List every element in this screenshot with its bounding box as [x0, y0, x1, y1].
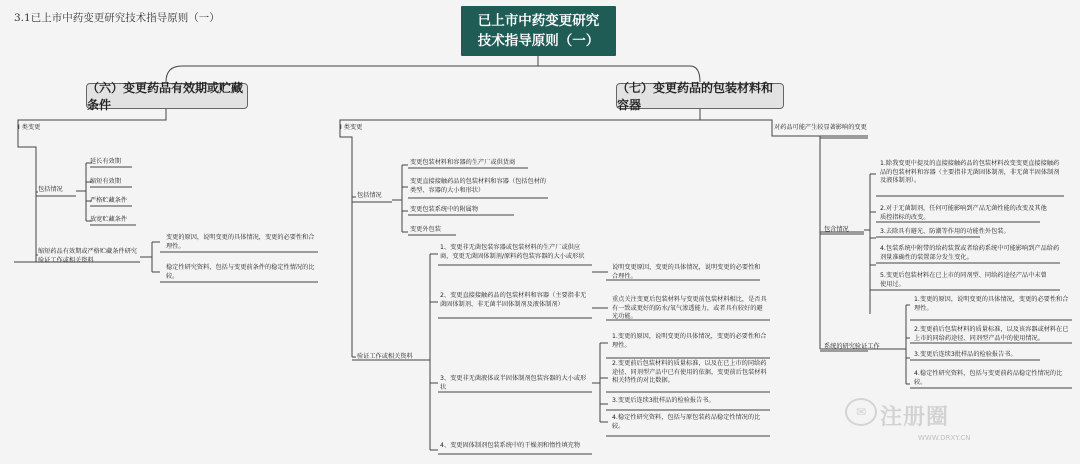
v3-item[interactable]: 2.变更前后包装材料的质量标准，以及在已上市的同给药途径、同剂型产品中已有使用的依据，变更前后包装材料相关特性的对比数据。	[612, 360, 767, 385]
root-node[interactable]	[461, 6, 616, 56]
right-category[interactable]: I 类变更	[340, 124, 363, 131]
right-include-item[interactable]: 变更包装系统中的附属物	[410, 206, 479, 213]
left-validation-item[interactable]: 变更的原因，说明变更的具体情况，变更的必要性和合理性。	[166, 234, 315, 250]
right-include-item[interactable]: 变更外包装	[410, 226, 441, 233]
impact-include-item[interactable]: 5.变更后包装材料在已上市的同剂型、同给药途径产品中未曾使用过。	[880, 272, 1047, 288]
left-include-item[interactable]: 放宽贮藏条件	[90, 216, 128, 223]
v2-label[interactable]: 2、变更直接接触药品的包装材料和容器（主要指非无菌固体制剂、非无菌半固体制剂及液体制剂）	[440, 292, 587, 308]
v3-item[interactable]: 1.变更的原因，说明变更的具体情况，变更的必要性和合理性。	[612, 333, 767, 349]
impact-validation-item[interactable]: 1.变更的原因，说明变更的具体情况，变更的必要性和合理性。	[914, 296, 1069, 312]
left-include-item[interactable]: 严格贮藏条件	[90, 197, 128, 204]
v3-label[interactable]: 3、变更非无菌液体或半固体制剂包装容器的大小或形状	[440, 375, 587, 391]
impact-validation-item[interactable]: 2.变更前后包装材料的质量标准，以及该容器或材料在已上市的同给药途径、同剂型产品中的使用情况。	[914, 326, 1069, 342]
left-include-item[interactable]: 缩短有效期	[90, 178, 121, 185]
impact-validation-item[interactable]: 4.稳定性研究资料，包括与变更前药品稳定性情况的比较。	[914, 370, 1063, 386]
branch-shelf-life[interactable]: （六）变更药品有效期或贮藏条件	[86, 83, 248, 109]
left-include-item[interactable]: 延长有效期	[90, 158, 121, 165]
impact-validation-label[interactable]: 系统的研究验证工作	[824, 343, 880, 350]
right-include-item[interactable]: 变更包装材料和容器的生产厂或供货商	[410, 159, 516, 166]
left-includes-label[interactable]: 包括情况	[38, 186, 63, 193]
page-title: 3.1已上市中药变更研究技术指导原则（一）	[14, 12, 220, 24]
v3-item[interactable]: 3.变更后连续3批样品的检验报告书。	[612, 397, 715, 404]
v1-label[interactable]: 1、变更非无菌包装容器或包装材料的生产厂或供应商，变更无菌固体制剂/原料药包装容器的大小或形状	[440, 244, 585, 260]
right-include-item[interactable]: 变更直接接触药品的包装材料和容器（包括包材的类型、容器的大小和形状）	[410, 178, 547, 194]
branch-packaging[interactable]: （七）变更药品的包装材料和容器	[616, 83, 784, 109]
left-validation-item[interactable]: 稳定性研究资料，包括与变更前条件的稳定性情况的比较。	[166, 264, 315, 280]
impact-label[interactable]: 对药品可能产生较显著影响的变更	[774, 124, 867, 131]
left-category[interactable]: I 类变更	[18, 124, 41, 131]
v3-item[interactable]: 4.稳定性研究资料，包括与原包装药品稳定性情况的比较。	[612, 414, 761, 430]
v1-item[interactable]: 说明变更原因，变更的具体情况，说明变更的必要性和合理性。	[612, 264, 761, 280]
impact-validation-item[interactable]: 3.变更后连续3批样品的检验报告书。	[914, 351, 1017, 358]
impact-include-item[interactable]: 3.去除具有避光、防潮等作用的功能性外包装。	[880, 228, 1010, 235]
impact-includes-label[interactable]: 包含情况	[824, 226, 849, 233]
right-validation-label[interactable]: 验证工作或相关资料	[357, 353, 413, 360]
impact-include-item[interactable]: 4.包装系统中附带的给药装置或者给药系统中可能影响到产品给药剂量准确性的装置部分发生变化。	[880, 245, 1060, 261]
right-includes-label[interactable]: 包括情况	[357, 192, 382, 199]
watermark-url: WWW.DRXY.CN	[918, 434, 971, 442]
left-validation-label[interactable]: 缩短药品有效期或严格贮藏条件研究验证工作或相关资料	[38, 248, 137, 264]
v2-item[interactable]: 重点关注变更后包装材料与变更前包装材料相比，是否具有一致或更好的防水/氧气渗透能力，或者具有较好的避光功能。	[612, 296, 767, 321]
wechat-watermark-icon: ✉	[845, 398, 877, 426]
root-title-line2: 技术指导原则（一）	[477, 33, 600, 49]
impact-include-item[interactable]: 2.对于无菌制剂，任何可能影响到产品无菌性能的改变及其他质控指标的改变。	[880, 205, 1047, 221]
impact-include-item[interactable]: 1.除我变更中提及的直接接触药品的包装材料改变变更直接接触药品的包装材料和容器（主要指非无菌固体制剂，非无菌半固体制剂及液体制剂）。	[880, 160, 1060, 185]
root-title-line1: 已上市中药变更研究	[477, 13, 600, 29]
watermark-text: 注册圈	[880, 405, 950, 430]
v4-label[interactable]: 4、变更固体制剂包装系统中的干燥剂和惰性填充物	[440, 442, 581, 449]
